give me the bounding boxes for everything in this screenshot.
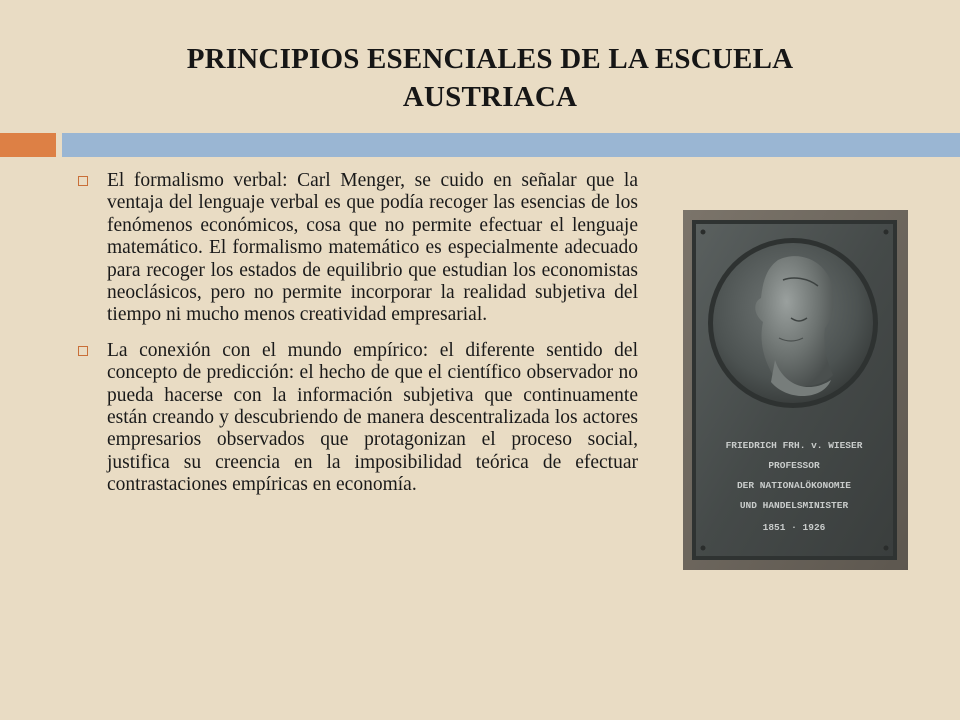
bullet-text: La conexión con el mundo empírico: el diferente sentido del concepto de predicción: el hecho de que el científico observador no pueda hacerse con la información subjetiva que continuamente están creando y descubriendo de manera descentralizada los actores empresarios observados que protagonizan el proceso social, justifica su creencia en la imposibilidad teórica de efectuar contrastaciones empíricas en economía. <box>107 339 638 496</box>
inscription-line: PROFESSOR <box>768 460 820 471</box>
bolt-icon <box>701 230 706 235</box>
inscription-line: FRIEDRICH FRH. v. WIESER <box>725 440 863 451</box>
inscription-line: UND HANDELSMINISTER <box>739 500 849 511</box>
bullet-text: El formalismo verbal: Carl Menger, se cuido en señalar que la ventaja del lenguaje verbal es que podía recoger las esencias de los fenómenos económicos, cosa que no permite efectuar el lenguaje matemático. El formalismo matemático es especialmente adecuado para recoger los estados de equilibrio que estudian los economistas neoclásicos, pero no permite incorporar la realidad subjetiva del tiempo ni mucho menos creatividad empresarial. <box>107 170 638 326</box>
accent-bar-orange <box>0 133 56 157</box>
bullet-list <box>78 170 638 510</box>
wieser-plaque-image <box>683 210 908 570</box>
accent-bar-blue <box>62 133 960 157</box>
slide-title: PRINCIPIOS ESENCIALES DE LA ESCUELA AUSTRIACA <box>186 43 794 113</box>
bullet-item <box>78 170 638 327</box>
bullet-item <box>78 340 638 497</box>
square-bullet-icon <box>78 346 88 356</box>
inscription-line: DER NATIONALÖKONOMIE <box>736 480 852 491</box>
square-bullet-icon <box>78 176 88 186</box>
inscription-line: 1851 · 1926 <box>762 522 826 533</box>
bolt-icon <box>884 230 889 235</box>
bolt-icon <box>884 546 889 551</box>
bolt-icon <box>701 546 706 551</box>
